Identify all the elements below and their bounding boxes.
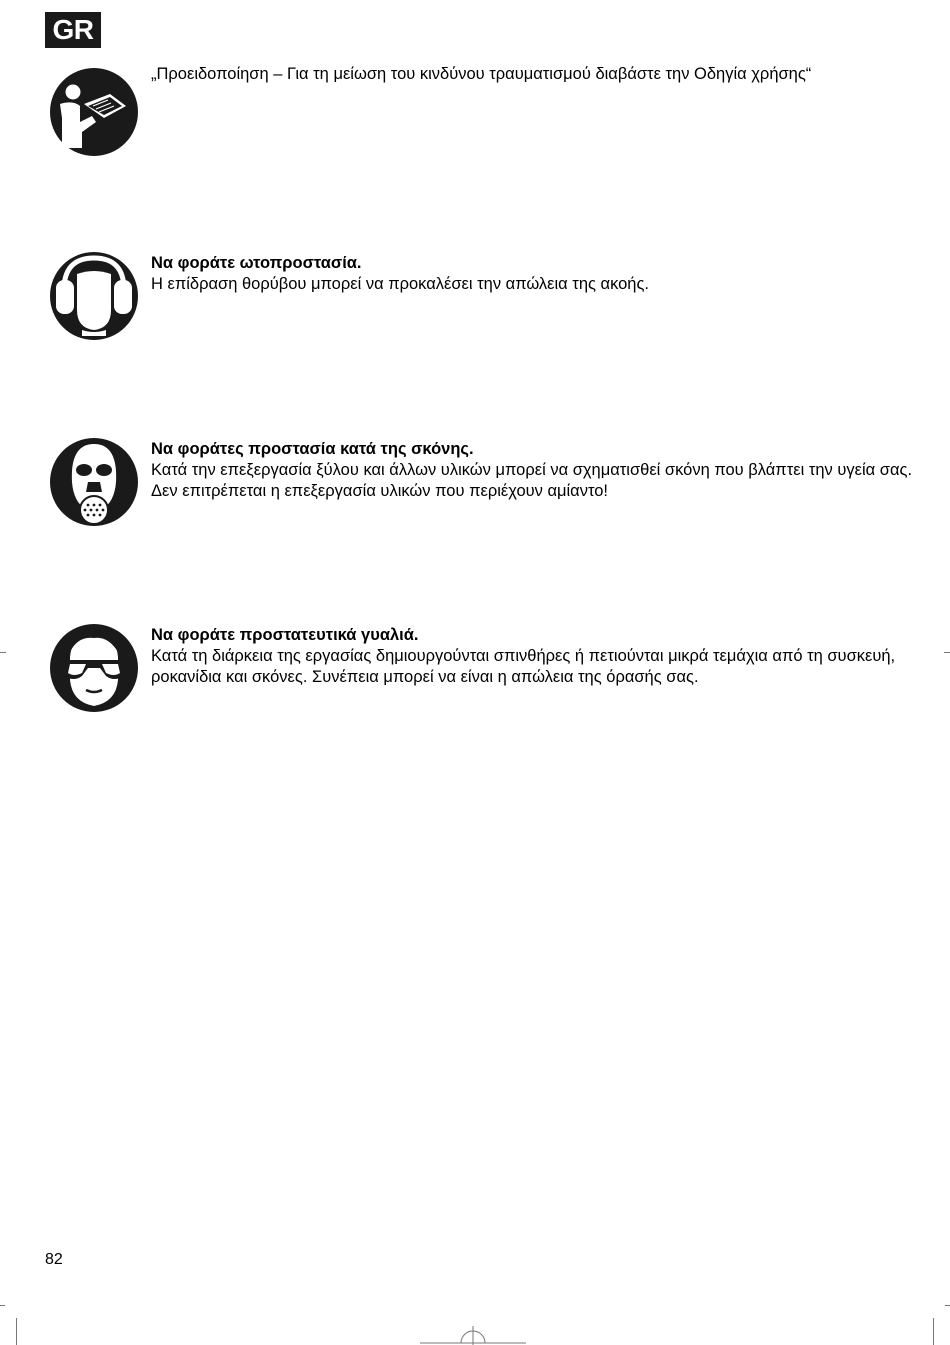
- warning-eye-protection: [151, 625, 921, 688]
- registration-mark: [420, 1326, 526, 1345]
- dust-mask-icon: [48, 436, 140, 528]
- page-number: 82: [45, 1251, 63, 1268]
- crop-mark: [945, 1305, 950, 1306]
- warning-body: Κατά την επεξεργασία ξύλου και άλλων υλικών μπορεί να σχηματισθεί σκόνη που βλάπτει την υγεία σας. Δεν επιτρέπεται η επεξεργασία υλικών που περιέχουν αμίαντο!: [151, 461, 913, 500]
- crop-mark: [16, 1318, 17, 1345]
- warning-title: Να φοράτε προστατευτικά γυαλιά.: [151, 626, 419, 644]
- safety-goggles-icon: [48, 622, 140, 714]
- warning-read-manual: [151, 64, 921, 85]
- language-badge: GR: [45, 12, 101, 48]
- warning-body: Η επίδραση θορύβου μπορεί να προκαλέσει την απώλεια της ακοής.: [151, 275, 650, 293]
- warning-title: Να φοράτες προστασία κατά της σκόνης.: [151, 440, 474, 458]
- warning-body: Κατά τη διάρκεια της εργασίας δημιουργούνται σπινθήρες ή πετιούνται μικρά τεμάχια από τη συσκευή, ροκανίδια και σκόνες. Συνέπεια μπορεί να είναι η απώλεια της όρασής σας.: [151, 647, 896, 686]
- crop-mark: [0, 1305, 5, 1306]
- warning-title: Να φοράτε ωτοπροστασία.: [151, 254, 362, 272]
- crop-mark: [933, 1318, 934, 1345]
- crop-mark: [944, 652, 950, 653]
- warning-ear-protection: [151, 253, 921, 295]
- warning-body: „Προειδοποίηση – Για τη μείωση του κινδύνου τραυματισμού διαβάστε την Οδηγία χρήσης“: [151, 65, 812, 83]
- warning-dust-protection: [151, 439, 921, 502]
- ear-protection-icon: [48, 250, 140, 342]
- crop-mark: [0, 652, 6, 653]
- read-manual-icon: [48, 66, 140, 158]
